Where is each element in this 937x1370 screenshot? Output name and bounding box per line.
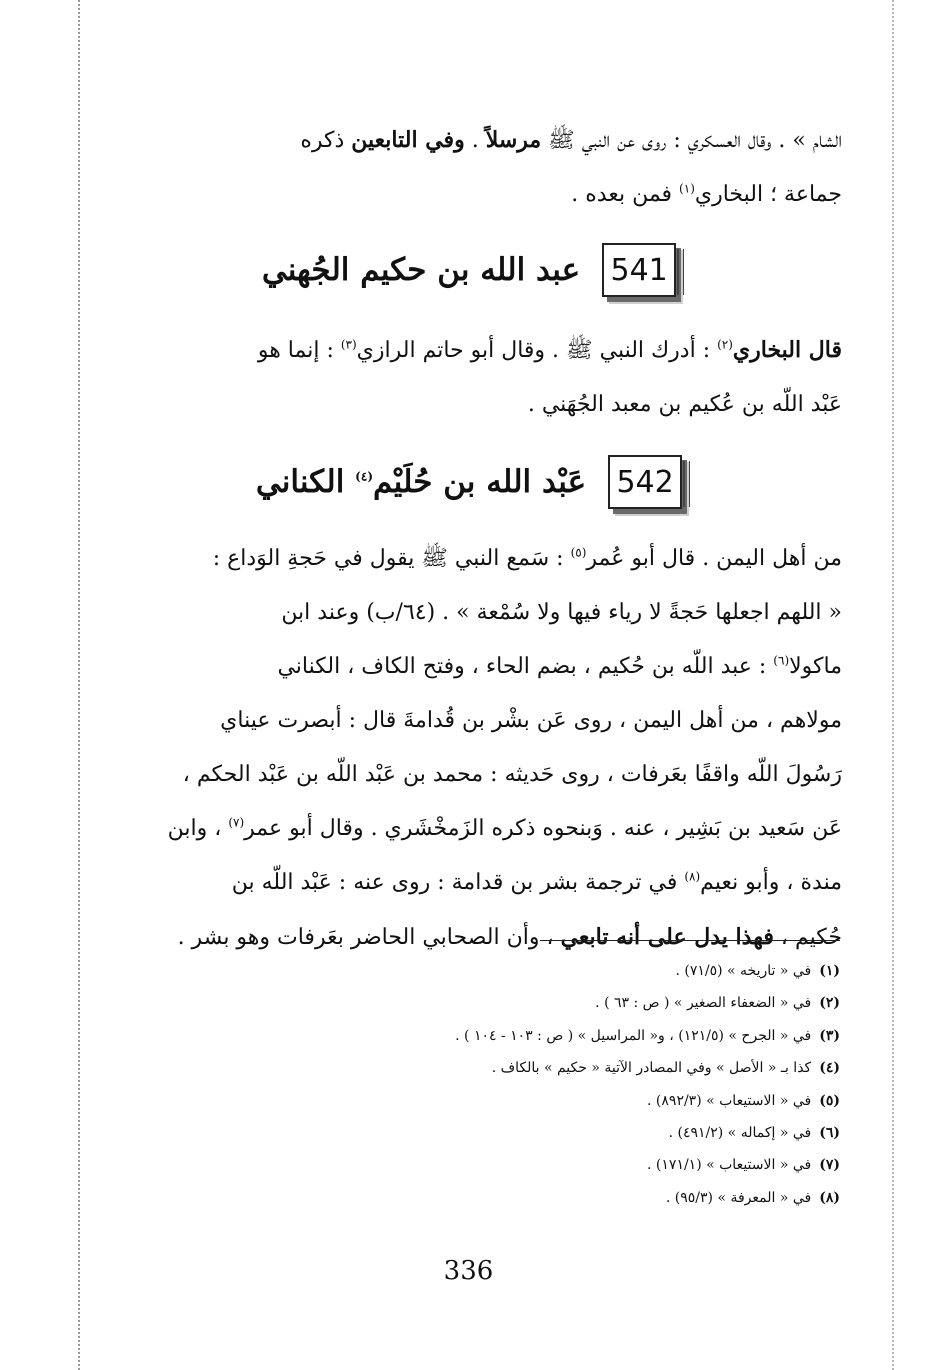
footnote-text: في « تاريخه » (٧١/٥) .	[675, 963, 812, 979]
footnote-separator	[540, 940, 840, 941]
footnote	[200, 987, 840, 1019]
text-run: في ترجمة بشر بن قدامة : روى عنه : عَبْد اللّه بن	[231, 870, 685, 895]
footnote-ref[interactable]: (٧)	[228, 815, 245, 830]
footnote-text: في « المعرفة » (٩٥/٣) .	[665, 1189, 812, 1206]
bold-run: مرسلاً	[485, 127, 542, 153]
footnote-number: (٧)	[819, 1157, 840, 1174]
text-run: جماعة ؛ البخاري	[694, 182, 842, 207]
intro-line-2	[96, 168, 842, 222]
entry-number: 542	[616, 464, 674, 500]
bold-run: وفي التابعين	[351, 127, 465, 153]
entry-541-heading	[96, 243, 842, 297]
footnote-text: في « الاستيعاب » (٨٩٢/٣) .	[647, 1092, 812, 1109]
entry-title: عبد الله بن حكيم الجُهني	[261, 252, 581, 288]
right-margin-dots	[892, 0, 894, 1370]
footnote-number: (٦)	[819, 1125, 840, 1142]
footnote	[200, 1052, 840, 1084]
footnote	[200, 1020, 840, 1052]
footnote-number: (١)	[819, 963, 840, 979]
title-run: الكناني	[255, 464, 356, 500]
text-run: الشام » . وقال العسكري : روى عن النبي ﷺ	[541, 128, 842, 153]
text-run: من أهل اليمن . قال أبو عُمر	[586, 546, 842, 571]
footnote	[200, 1117, 840, 1149]
footnote-number: (٥)	[819, 1092, 840, 1109]
entry-541-line-2: عَبْد اللّه بن عُكيم بن معبد الجُهَني .	[527, 392, 842, 417]
entry-542-line-6	[96, 802, 842, 856]
footnote-ref[interactable]: (٢)	[717, 337, 733, 352]
footnote-text: في « إكماله » (٤٩١/٢) .	[668, 1125, 812, 1142]
entry-title	[256, 464, 586, 500]
left-margin-dots	[78, 0, 80, 1370]
text-run: ماكولا	[789, 654, 842, 679]
text-run: : إنما هو	[257, 338, 341, 363]
footnote-ref[interactable]: (١)	[679, 181, 695, 196]
entry-542-body	[96, 532, 842, 965]
text-run: ذكره	[300, 128, 352, 153]
footnote-text: في « الاستيعاب » (١٧١/١) .	[647, 1157, 812, 1174]
text-run: .	[464, 128, 486, 153]
entry-542-line-2: « اللهم اجعلها حَجةً لا رياء فيها ولا سُمْعة » . (٦٤/ب) وعند ابن	[281, 600, 842, 625]
footnote-number: (٣)	[819, 1027, 840, 1044]
entry-542-line-7	[96, 856, 842, 910]
footnote-ref[interactable]: (٨)	[684, 869, 701, 884]
footnote-text: كذا بـ « الأصل » وفي المصادر الآتية « حكيم » بالكاف .	[491, 1060, 812, 1077]
text-run: عَن سَعيد بن بَشِير ، عنه . وَبنحوه ذكره الزَمخْشَري . وقال أبو عمر	[244, 816, 842, 841]
footnote-text: في « الجرح » (١٢١/٥) ، و« المراسيل » ( ص : ١٠٣ - ١٠٤ ) .	[455, 1027, 812, 1044]
text-run: : أدرك النبي ﷺ . وقال أبو حاتم الرازي	[356, 338, 718, 363]
intro-line-1	[96, 113, 842, 168]
bold-run: قال البخاري	[732, 337, 842, 363]
text-run: ، وأن الصحابي الحاضر بعَرفات وهو بشر .	[177, 925, 561, 950]
entry-number-box	[608, 455, 682, 509]
entry-541-body	[96, 323, 842, 432]
text-run: فمن بعده .	[571, 182, 680, 207]
footnote-ref[interactable]: (٤)	[355, 469, 373, 484]
entry-number-box	[602, 243, 676, 297]
entry-542-line-4: مولاهم ، من أهل اليمن ، روى عَن بشْر بن قُدامةَ قال : أبصرت عيناي	[220, 708, 842, 733]
footnote	[200, 1149, 840, 1181]
footnote-number: (٨)	[819, 1189, 840, 1206]
entry-542-heading	[96, 455, 842, 509]
page-number: 336	[443, 1256, 494, 1286]
text-run: ، وابن	[167, 816, 229, 841]
entry-542-line-1	[96, 532, 842, 586]
footnote-ref[interactable]: (٦)	[773, 653, 790, 668]
text-run: مندة ، وأبو نعيم	[700, 870, 842, 895]
entry-542-line-3	[96, 640, 842, 694]
footnote-ref[interactable]: (٣)	[340, 337, 357, 352]
title-run: عَبْد الله بن حُلَيْم	[373, 464, 587, 500]
entry-541-line-1	[96, 323, 842, 378]
footnote	[200, 1182, 840, 1214]
footnote-text: في « الضعفاء الصغير » ( ص : ٦٣ ) .	[595, 995, 812, 1012]
footnote-number: (٢)	[819, 995, 840, 1012]
footnote-ref[interactable]: (٥)	[570, 545, 587, 560]
footnote-number: (٤)	[819, 1060, 840, 1077]
footnote	[200, 1085, 840, 1117]
bold-run: فهذا يدل على أنه تابعي	[560, 924, 774, 950]
text-run: : سَمع النبي ﷺ يقول في حَجةِ الوَداع :	[212, 546, 571, 571]
intro-paragraph	[96, 113, 842, 222]
footnote	[200, 955, 840, 987]
entry-542-line-5: رَسُولَ اللّه واقفًا بعَرفات ، روى حَديثه : محمد بن عَبْد اللّه بن عَبْد الحكم ،	[182, 762, 842, 787]
text-run: حُكيم ،	[773, 925, 842, 950]
entry-number: 541	[610, 252, 668, 288]
footnotes	[200, 955, 840, 1214]
text-run: : عبد اللّه بن حُكيم ، بضم الحاء ، وفتح الكاف ، الكناني	[277, 654, 774, 679]
